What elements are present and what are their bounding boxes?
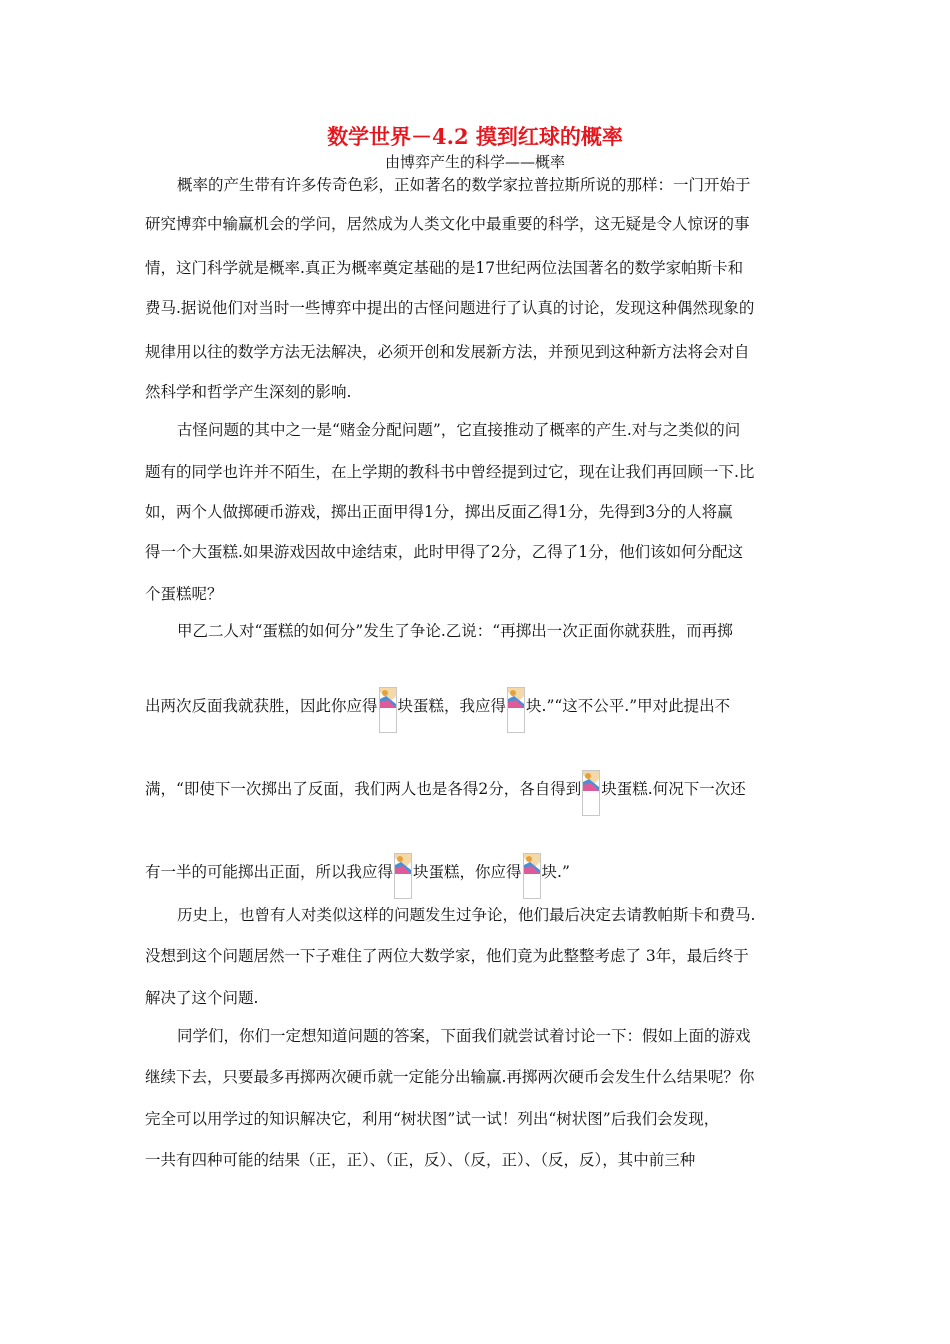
- text-segment: 满，“即使下一次掷出了反面，我们两人也是各得2分，各自得到: [145, 780, 582, 798]
- paragraph-line: 继续下去，只要最多再掷两次硬币就一定能分出输赢.再掷两次硬币会发生什么结果呢？你: [145, 1068, 755, 1086]
- paragraph-line: 解决了这个问题.: [145, 989, 259, 1007]
- text-segment: 块.”: [541, 863, 570, 881]
- paragraph-line: 同学们，你们一定想知道问题的答案，下面我们就尝试着讨论一下：假如上面的游戏: [177, 1027, 751, 1045]
- paragraph-line-with-images: [145, 687, 807, 733]
- paragraph-line: 历史上，也曾有人对类似这样的问题发生过争论，他们最后决定去请教帕斯卡和费马.: [177, 906, 756, 924]
- text-segment: 块蛋糕，我应得: [397, 697, 507, 715]
- broken-image-icon: [394, 853, 412, 899]
- paragraph-line: 如，两个人做掷硬币游戏，掷出正面甲得1分，掷出反面乙得1分，先得到3分的人将赢: [145, 503, 733, 521]
- paragraph-line: 没想到这个问题居然一下子难住了两位大数学家，他们竟为此整整考虑了 3年，最后终于: [145, 947, 749, 965]
- text-segment: 块.”“这不公平.”甲对此提出不: [526, 697, 731, 715]
- text-segment: 出两次反面我就获胜，因此你应得: [145, 697, 378, 715]
- paragraph-line: 完全可以用学过的知识解决它，利用“树状图”试一试！列出“树状图”后我们会发现，: [145, 1110, 720, 1128]
- broken-image-icon: [582, 770, 600, 816]
- paragraph-line: 得一个大蛋糕.如果游戏因故中途结束，此时甲得了2分，乙得了1分，他们该如何分配这: [145, 543, 744, 561]
- page-subtitle: 由博弈产生的科学——概率: [384, 153, 565, 171]
- text-segment: 块蛋糕.何况下一次还: [601, 780, 746, 798]
- paragraph-line: 研究博弈中输赢机会的学问，居然成为人类文化中最重要的科学，这无疑是令人惊讶的事: [145, 215, 750, 233]
- paragraph-line: 概率的产生带有许多传奇色彩，正如著名的数学家拉普拉斯所说的那样：一门开始于: [177, 176, 751, 194]
- paragraph-line: 规律用以往的数学方法无法解决，必须开创和发展新方法，并预见到这种新方法将会对自: [145, 343, 750, 361]
- paragraph-line-with-images: [145, 770, 807, 816]
- broken-image-icon: [379, 687, 397, 733]
- broken-image-icon: [523, 853, 541, 899]
- page-title: 数学世界－4.2 摸到红球的概率: [327, 124, 623, 149]
- paragraph-line: 甲乙二人对“蛋糕的如何分”发生了争论.乙说：“再掷出一次正面你就获胜，而再掷: [177, 622, 733, 640]
- text-segment: 有一半的可能掷出正面，所以我应得: [145, 863, 394, 881]
- paragraph-line: 一共有四种可能的结果（正，正）、（正，反）、（反，正）、（反，反），其中前三种: [145, 1151, 696, 1169]
- paragraph-line: 个蛋糕呢？: [145, 585, 223, 603]
- text-segment: 块蛋糕，你应得: [413, 863, 522, 881]
- paragraph-line: 古怪问题的其中之一是“赌金分配问题”，它直接推动了概率的产生.对与之类似的问: [177, 421, 741, 439]
- paragraph-line: 情，这门科学就是概率.真正为概率奠定基础的是17世纪两位法国著名的数学家帕斯卡和: [145, 259, 744, 277]
- broken-image-icon: [507, 687, 525, 733]
- paragraph-line-with-images: [145, 853, 807, 899]
- paragraph-line: 费马.据说他们对当时一些博弈中提出的古怪问题进行了认真的讨论，发现这种偶然现象的: [145, 299, 755, 317]
- paragraph-line: 题有的同学也许并不陌生，在上学期的教科书中曾经提到过它，现在让我们再回顾一下.比: [145, 463, 755, 481]
- paragraph-line: 然科学和哲学产生深刻的影响.: [145, 383, 352, 401]
